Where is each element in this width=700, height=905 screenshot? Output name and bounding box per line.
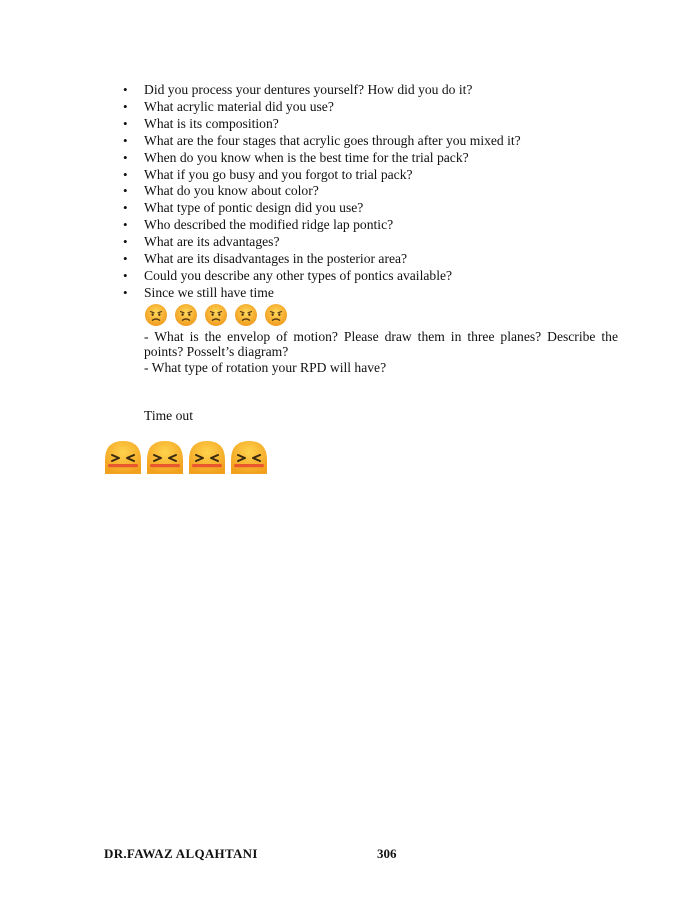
bullet: • [123, 115, 128, 131]
question-text: Who described the modified ridge lap pontic? [144, 217, 394, 233]
bullet: • [123, 98, 128, 114]
bullet: • [123, 284, 128, 300]
question-text: What are its advantages? [144, 234, 280, 250]
bullet: • [123, 217, 128, 233]
question-text: What acrylic material did you use? [144, 98, 334, 114]
list-item [120, 116, 640, 133]
list-item [120, 251, 640, 268]
question-text: When do you know when is the best time for the trial pack? [144, 149, 469, 165]
bullet: • [123, 149, 128, 165]
bullet: • [123, 200, 128, 216]
list-item [120, 82, 640, 99]
squinting-face-icon [144, 438, 186, 476]
list-item [120, 167, 640, 184]
question-text: Since we still have time [144, 284, 274, 300]
bullet: • [123, 166, 128, 182]
list-item [120, 268, 640, 285]
list-item [120, 234, 640, 251]
question-text: Did you process your dentures yourself? How did you do it? [144, 82, 473, 97]
list-item [120, 217, 640, 234]
bullet: • [123, 251, 128, 267]
squinting-face-icon [186, 438, 228, 476]
footer-author: DR.FAWAZ ALQAHTANI [104, 846, 258, 861]
list-item [120, 99, 640, 116]
bullet: • [123, 267, 128, 283]
bullet: • [123, 82, 128, 97]
bullet: • [123, 132, 128, 148]
question-text: What are its disadvantages in the posterior area? [144, 251, 408, 267]
angry-emoji-row [144, 303, 288, 327]
squinting-face-icon [102, 438, 144, 476]
list-item [120, 200, 640, 217]
squinting-face-icon [228, 438, 270, 476]
timeout-text: Time out [144, 408, 193, 423]
list-item [120, 133, 640, 150]
question-text: Could you describe any other types of pontics available? [144, 267, 453, 283]
angry-face-icon [204, 303, 228, 327]
list-item [120, 150, 640, 167]
squinting-emoji-row [102, 438, 270, 476]
bullet: • [123, 183, 128, 199]
page-number: 306 [377, 846, 397, 861]
question-text: What type of pontic design did you use? [144, 200, 364, 216]
question-list [120, 82, 640, 302]
angry-face-icon [144, 303, 168, 327]
question-text: What do you know about color? [144, 183, 319, 199]
angry-face-icon [234, 303, 258, 327]
list-item [120, 285, 640, 302]
bullet: • [123, 234, 128, 250]
question-text: What is its composition? [144, 115, 279, 131]
angry-face-icon [264, 303, 288, 327]
list-item [120, 183, 640, 200]
follow-up-line: - What type of rotation your RPD will have? [144, 359, 387, 375]
follow-up-line: - What is the envelop of motion? Please draw them in three planes? Describe the points? Posselt’s diagram? [144, 329, 618, 360]
angry-face-icon [174, 303, 198, 327]
question-text: What if you go busy and you forgot to trial pack? [144, 166, 413, 182]
follow-up-questions [144, 329, 618, 375]
question-text: What are the four stages that acrylic goes through after you mixed it? [144, 132, 521, 148]
